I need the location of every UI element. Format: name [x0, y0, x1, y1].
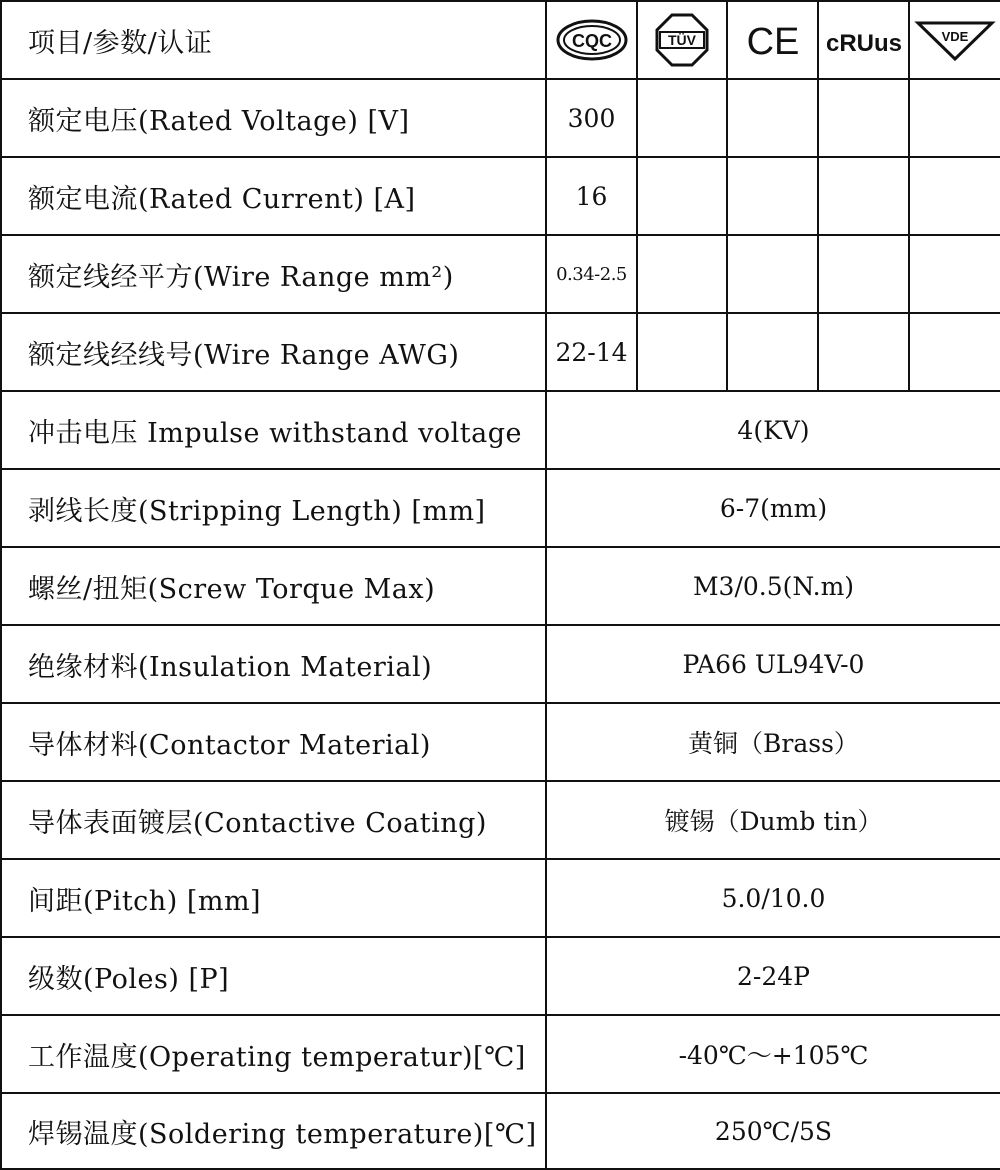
cqc-value: 16 [546, 157, 637, 235]
row-value: 镀锡（Dumb tin） [546, 781, 1000, 859]
vde-value-cell [909, 157, 1000, 235]
row-label: 级数(Poles) [P] [1, 937, 546, 1015]
spec-row [1, 391, 1000, 469]
vde-logo-icon [909, 1, 1000, 79]
tuv-logo-icon [637, 1, 727, 79]
spec-row [1, 937, 1000, 1015]
rated-row [1, 79, 1000, 157]
row-value: PA66 UL94V-0 [546, 625, 1000, 703]
row-label: 导体材料(Contactor Material) [1, 703, 546, 781]
ul-value-cell [818, 313, 909, 391]
row-label: 间距(Pitch) [mm] [1, 859, 546, 937]
row-label: 螺丝/扭矩(Screw Torque Max) [1, 547, 546, 625]
header-row [1, 1, 1000, 79]
row-value: 2-24P [546, 937, 1000, 1015]
tuv-logo-text: TÜV [668, 32, 696, 48]
cqc-value: 22-14 [546, 313, 637, 391]
header-label: 项目/参数/认证 [1, 1, 546, 79]
row-value: 黄铜（Brass） [546, 703, 1000, 781]
tuv-value-cell [637, 313, 727, 391]
rated-row [1, 235, 1000, 313]
ce-mark-icon [727, 1, 818, 79]
cqc-logo-text: CQC [571, 31, 612, 51]
vde-logo-text: VDE [941, 29, 969, 44]
spec-row [1, 703, 1000, 781]
row-label: 绝缘材料(Insulation Material) [1, 625, 546, 703]
rated-row [1, 313, 1000, 391]
spec-row [1, 1093, 1000, 1169]
row-label: 额定电压(Rated Voltage) [V] [1, 79, 546, 157]
ul-value-cell [818, 157, 909, 235]
row-value: -40℃～+105℃ [546, 1015, 1000, 1093]
row-value: 250℃/5S [546, 1093, 1000, 1169]
ul-value-cell [818, 79, 909, 157]
row-label: 额定线经平方(Wire Range mm²) [1, 235, 546, 313]
cul-us-mark-text: cRUus [825, 30, 902, 57]
spec-row [1, 625, 1000, 703]
row-label: 剥线长度(Stripping Length) [mm] [1, 469, 546, 547]
spec-row [1, 547, 1000, 625]
row-label: 焊锡温度(Soldering temperature)[℃] [1, 1093, 546, 1169]
tuv-value-cell [637, 157, 727, 235]
vde-value-cell [909, 79, 1000, 157]
row-label: 导体表面镀层(Contactive Coating) [1, 781, 546, 859]
vde-value-cell [909, 313, 1000, 391]
row-label: 冲击电压 Impulse withstand voltage [1, 391, 546, 469]
cul-us-mark-icon [818, 1, 909, 79]
vde-value-cell [909, 235, 1000, 313]
ce-value-cell [727, 313, 818, 391]
tuv-value-cell [637, 79, 727, 157]
ce-value-cell [727, 235, 818, 313]
row-label: 工作温度(Operating temperatur)[℃] [1, 1015, 546, 1093]
row-value: M3/0.5(N.m) [546, 547, 1000, 625]
cqc-logo-icon [546, 1, 637, 79]
spec-row [1, 781, 1000, 859]
row-value: 5.0/10.0 [546, 859, 1000, 937]
cqc-value: 300 [546, 79, 637, 157]
cqc-value: 0.34-2.5 [546, 235, 637, 313]
row-label: 额定线经线号(Wire Range AWG) [1, 313, 546, 391]
row-value: 6-7(mm) [546, 469, 1000, 547]
ul-value-cell [818, 235, 909, 313]
ce-mark-text: CE [746, 21, 799, 63]
spec-row [1, 859, 1000, 937]
spec-row [1, 469, 1000, 547]
row-value: 4(KV) [546, 391, 1000, 469]
row-label: 额定电流(Rated Current) [A] [1, 157, 546, 235]
tuv-value-cell [637, 235, 727, 313]
ce-value-cell [727, 157, 818, 235]
ce-value-cell [727, 79, 818, 157]
rated-row [1, 157, 1000, 235]
spec-row [1, 1015, 1000, 1093]
